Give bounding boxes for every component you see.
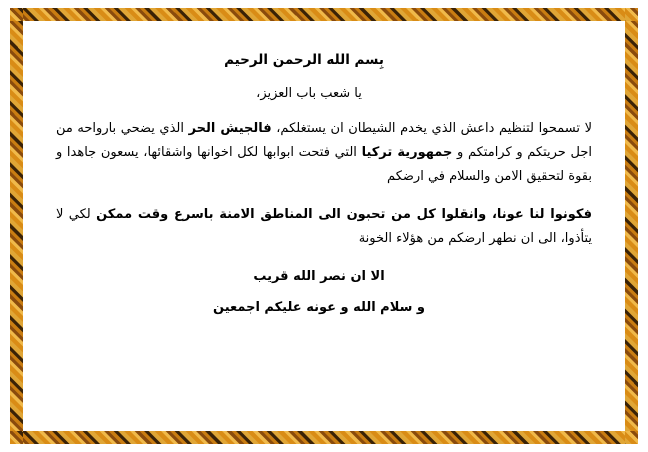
salutation-line: يا شعب باب العزيز، [256,86,362,101]
closing-line-1: الا ان نصر الله قريب [253,269,385,285]
body-paragraph-1 [56,117,592,189]
body-p1-bold-1: فالجيش الحر [188,121,272,136]
body-paragraph-2 [56,203,592,251]
body-p1-bold-2: جمهورية تركيا [361,145,453,161]
body-p1-segment-1: لا تسمحوا لتنظيم داعش الذي يخدم الشيطان ان يستغلكم، [276,121,592,136]
body-p1-segment-2: الذي يضحي بارواحه من اجل حريتكم و كرامتكم و [56,121,592,161]
closing-line-2: و سلام الله و عونه عليكم اجمعين [213,300,425,316]
document-content [34,34,614,418]
body-p2-bold-1: فكونوا لنا عونا، وانقلوا كل من تحبون الى المناطق الامنة باسرع وقت ممكن [96,207,592,223]
body-p2-segment-1: لكي لا يتأذوا، الى ان نطهر ارضكم من هؤلاء الخونة [56,207,592,247]
body-p1-segment-3: التي فتحت ابوابها لكل اخوانها واشقائها، يسعون جاهدا و بقوة لتحقيق الامن والسلام في ارضكم [56,145,592,185]
basmala-line: بِسم الله الرحمن الرحيم [224,52,384,68]
